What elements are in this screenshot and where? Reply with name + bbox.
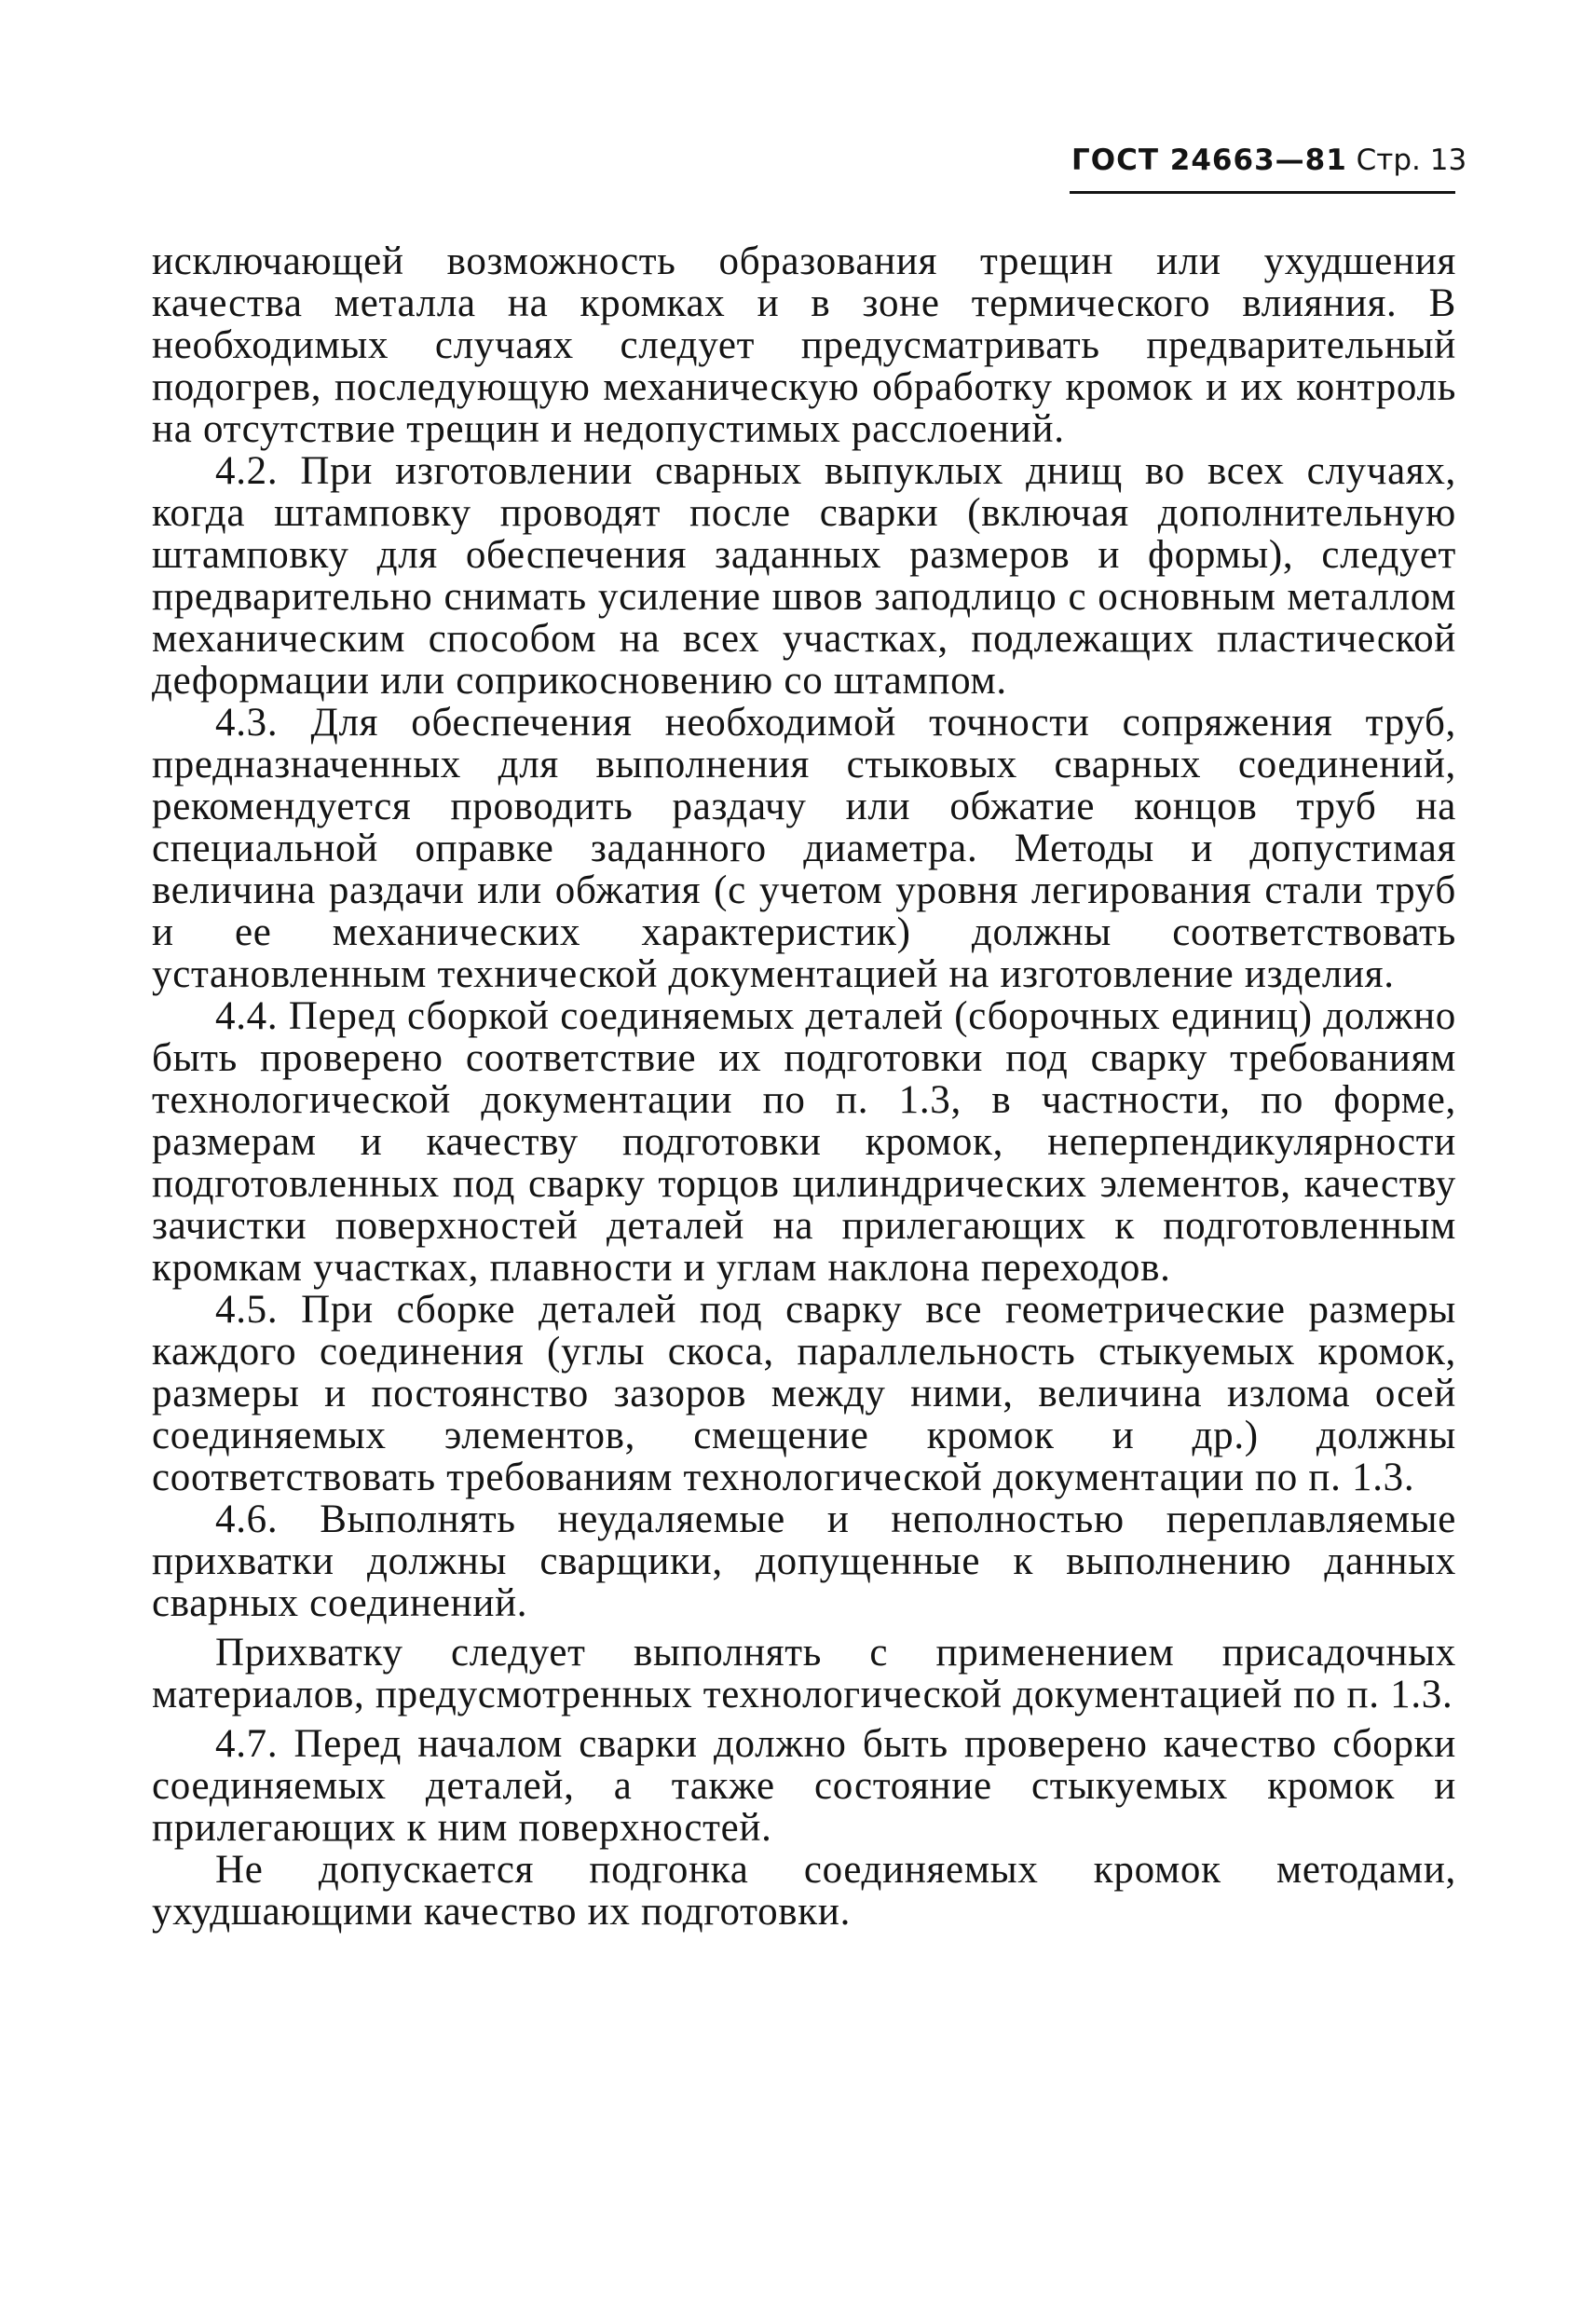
paragraph-4-6-note: Прихватку следует выполнять с применением присадочных материалов, предусмотренных технологической документацией по п. 1.3. <box>152 1631 1456 1716</box>
paragraph-4-3: 4.3. Для обеспечения необходимой точности сопряжения труб, предназначенных для выполнения стыковых сварных соединений, рекомендуется проводить раздачу или обжатие концов труб на специальной оправке заданного диаметра. Методы и допустимая величина раздачи или обжатия (с учетом уровня легирования стали труб и ее механических характеристик) должны соответствовать установленным технической документацией на изготовление изделия. <box>152 701 1456 996</box>
page-header <box>1071 140 1467 181</box>
page-number: Стр. 13 <box>1356 144 1467 177</box>
header-rule <box>1070 191 1455 194</box>
standard-code: ГОСТ 24663—81 <box>1071 144 1347 177</box>
paragraph-4-7: 4.7. Перед началом сварки должно быть проверено качество сборки соединяемых деталей, а также состояние стыкуемых кромок и прилегающих к ним поверхностей. <box>152 1722 1456 1850</box>
paragraph-4-7-note: Не допускается подгонка соединяемых кромок методами, ухудшающими качество их подготовки. <box>152 1848 1456 1934</box>
paragraph-continuation: исключающей возможность образования трещин или ухудшения качества металла на кромках и в зоне термического влияния. В необходимых случаях следует предусматривать предварительный подогрев, последующую механическую обработку кромок и их контроль на отсутствие трещин и недопустимых расслоений. <box>152 239 1456 451</box>
body-text <box>152 240 1456 1933</box>
paragraph-4-2: 4.2. При изготовлении сварных выпуклых днищ во всех случаях, когда штамповку проводят после сварки (включая дополнительную штамповку для обеспечения заданных размеров и формы), следует предварительно снимать усиление швов заподлицо с основным металлом механическим способом на всех участках, подлежащих пластической деформации или соприкосновению со штампом. <box>152 449 1456 703</box>
paragraph-4-4: 4.4. Перед сборкой соединяемых деталей (сборочных единиц) должно быть проверено соответствие их подготовки под сварку требованиям технологической документации по п. 1.3, в частности, по форме, размерам и качеству подготовки кромок, неперпендикулярности подготовленных под сварку торцов цилиндрических элементов, качеству зачистки поверхностей деталей на прилегающих к подготовленным кромкам участках, плавности и углам наклона переходов. <box>152 994 1456 1290</box>
paragraph-4-5: 4.5. При сборке деталей под сварку все геометрические размеры каждого соединения (углы скоса, параллельность стыкуемых кромок, размеры и постоянство зазоров между ними, величина излома осей соединяемых элементов, смещение кромок и др.) должны соответствовать требованиям технологической документации по п. 1.3. <box>152 1288 1456 1499</box>
paragraph-4-6: 4.6. Выполнять неудаляемые и неполностью переплавляемые прихватки должны сварщики, допущенные к выполнению данных сварных соединений. <box>152 1497 1456 1625</box>
